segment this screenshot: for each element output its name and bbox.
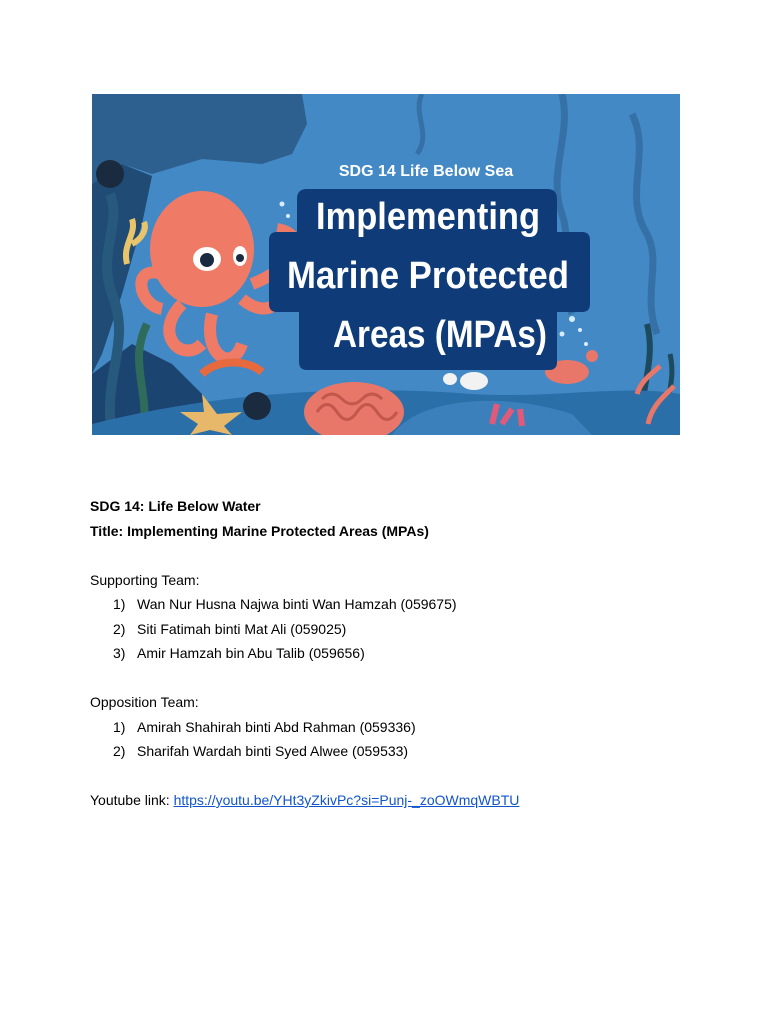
member-name: Wan Nur Husna Najwa binti Wan Hamzah (059675) [137,596,457,612]
list-item [90,592,690,617]
banner-title-line-1: Implementing [316,196,540,238]
youtube-label: Youtube link: [90,792,174,808]
banner-subtitle: SDG 14 Life Below Sea [338,163,514,180]
member-name: Amirah Shahirah binti Abd Rahman (059336) [137,718,416,735]
list-number: 2) [113,743,126,759]
list-number: 2) [113,620,126,637]
member-name: Sharifah Wardah binti Syed Alwee (059533) [137,743,409,759]
sdg-heading: SDG 14: Life Below Water [90,498,261,514]
member-name: Amir Hamzah bin Abu Talib (059656) [137,645,365,661]
list-number: 1) [113,718,126,735]
supporting-team-heading: Supporting Team: [90,571,200,588]
list-item [90,739,690,764]
list-number: 3) [113,645,126,661]
document-body [90,494,690,813]
opposition-team-heading: Opposition Team: [90,694,199,710]
supporting-team-list [90,592,690,666]
banner-title-line-2: Marine Protected [287,255,569,297]
member-name: Siti Fatimah binti Mat Ali (059025) [137,620,347,637]
list-item [90,617,690,642]
youtube-line [90,788,690,813]
document-title: Title: Implementing Marine Protected Areas (MPAs) [90,522,429,539]
banner-title-line-3: Areas (MPAs) [333,314,547,356]
opposition-team-list [90,715,690,764]
list-item [90,715,690,740]
banner-image [92,94,680,435]
youtube-link[interactable]: https://youtu.be/YHt3yZkivPc?si=Punj-_zoOWmqWBTU [173,792,520,808]
list-item [90,641,690,666]
list-number: 1) [113,596,126,612]
